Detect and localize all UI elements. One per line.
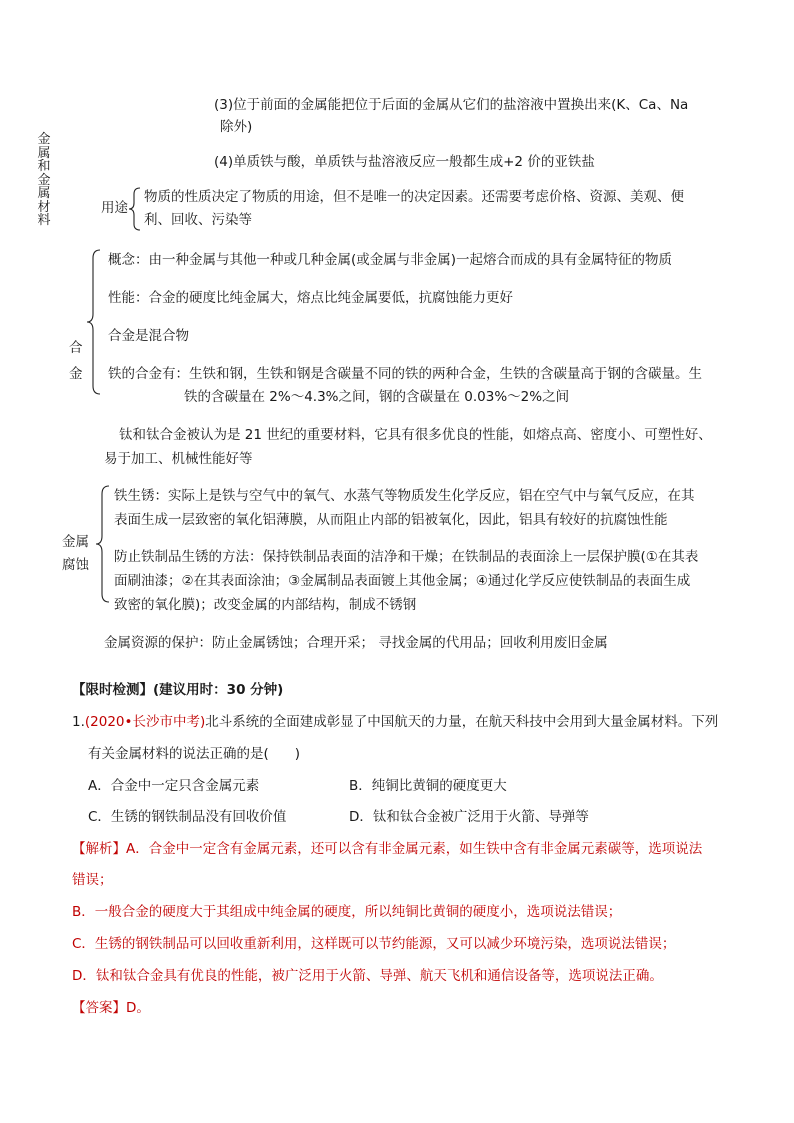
property-line-3: (3)位于前面的金属能把位于后面的金属从它们的盐溶液中置换出来(K、Ca、Na xyxy=(214,97,689,113)
analysis-a-cont: 错误； xyxy=(72,872,113,888)
analysis-b: B．一般合金的硬度大于其组成中纯金属的硬度，所以纯铜比黄铜的硬度小，选项说法错误； xyxy=(72,904,622,920)
prevent-line-2: 面刷油漆；②在其表面涂油；③金属制品表面镀上其他金属；④通过化学反应使铁制品的表面生成 xyxy=(114,573,691,589)
answer-value: D。 xyxy=(126,1000,150,1016)
alloy-label-bottom: 金 xyxy=(69,366,83,382)
question-1-line-2 xyxy=(88,744,300,764)
analysis-c: C．生锈的钢铁制品可以回收重新利用，这样既可以节约能源，又可以减少环境污染，选项说法错误； xyxy=(72,936,676,952)
corrosion-label-top: 金属 xyxy=(62,534,89,550)
usage-line-2: 利、回收、污染等 xyxy=(144,212,252,228)
answer-line xyxy=(72,998,150,1018)
question-text: 北斗系统的全面建成彰显了中国航天的力量，在航天科技中会用到大量金属材料。下列 xyxy=(205,714,719,730)
property-line-4: (4)单质铁与酸，单质铁与盐溶液反应一般都生成+2 价的亚铁盐 xyxy=(214,154,595,170)
analysis-a-text: A．合金中一定含有金属元素，还可以含有非金属元素，如生铁中含有非金属元素碳等，选项说法 xyxy=(126,841,703,857)
section-side-label: 金属和金属材料 xyxy=(37,132,51,228)
question-number: 1. xyxy=(72,714,85,730)
prevent-line-1: 防止铁制品生锈的方法：保持铁制品表面的洁净和干燥；在铁制品的表面涂上一层保护膜(①在其表 xyxy=(114,549,699,565)
analysis-d: D．钛和钛合金具有优良的性能，被广泛用于火箭、导弹、航天飞机和通信设备等，选项说法正确。 xyxy=(72,968,663,984)
option-d: D．钛和钛合金被广泛用于火箭、导弹等 xyxy=(349,809,589,825)
usage-line-1: 物质的性质决定了物质的用途，但不是唯一的决定因素。还需要考虑价格、资源、美观、便 xyxy=(144,189,684,205)
alloy-brace xyxy=(86,248,104,396)
alloy-iron-line-1: 铁的合金有：生铁和钢，生铁和钢是含碳量不同的铁的两种合金，生铁的含碳量高于钢的含碳量。生 xyxy=(108,366,702,382)
question-1-line-1 xyxy=(72,712,718,732)
analysis-tag: 【解析】 xyxy=(72,841,126,857)
rust-line-1: 铁生锈：实际上是铁与空气中的氧气、水蒸气等物质发生化学反应，铝在空气中与氧气反应，在其 xyxy=(114,488,695,504)
alloy-label-top: 合 xyxy=(69,340,83,356)
prevent-line-3: 致密的氧化膜)；改变金属的内部结构，制成不锈钢 xyxy=(114,597,417,613)
question-bracket-close: ) xyxy=(294,746,301,762)
alloy-concept: 概念：由一种金属与其他一种或几种金属(或金属与非金属)一起熔合而成的具有金属特征的物质 xyxy=(108,252,673,268)
alloy-property: 性能：合金的硬度比纯金属大，熔点比纯金属要低，抗腐蚀能力更好 xyxy=(108,290,513,306)
question-source: (2020•长沙市中考) xyxy=(84,714,206,730)
test-header: 【限时检测】(建议用时：30 分钟) xyxy=(72,682,284,698)
usage-brace xyxy=(128,186,144,232)
option-b: B．纯铜比黄铜的硬度更大 xyxy=(349,778,507,794)
titanium-line-2: 易于加工、机械性能好等 xyxy=(104,451,253,467)
property-line-3-cont: 除外) xyxy=(220,119,253,135)
resource-protection: 金属资源的保护：防止金属锈蚀；合理开采； 寻找金属的代用品；回收利用废旧金属 xyxy=(104,635,608,651)
usage-label: 用途 xyxy=(101,200,128,216)
corrosion-brace xyxy=(95,484,113,604)
alloy-iron-line-2: 铁的含碳量在 2%～4.3%之间，钢的含碳量在 0.03%～2%之间 xyxy=(184,389,570,405)
option-c: C．生锈的钢铁制品没有回收价值 xyxy=(88,809,287,825)
rust-line-2: 表面生成一层致密的氧化铝薄膜，从而阻止内部的铝被氧化，因此，铝具有较好的抗腐蚀性能 xyxy=(114,512,668,528)
analysis-a xyxy=(72,839,702,859)
question-text-cont: 有关金属材料的说法正确的是( xyxy=(88,746,269,762)
corrosion-label-bottom: 腐蚀 xyxy=(62,557,89,573)
answer-tag: 【答案】 xyxy=(72,1000,126,1016)
titanium-line-1: 钛和钛合金被认为是 21 世纪的重要材料，它具有很多优良的性能，如熔点高、密度小、可塑性好、 xyxy=(119,427,712,443)
alloy-mixture: 合金是混合物 xyxy=(108,328,189,344)
option-a: A．合金中一定只含金属元素 xyxy=(88,778,260,794)
